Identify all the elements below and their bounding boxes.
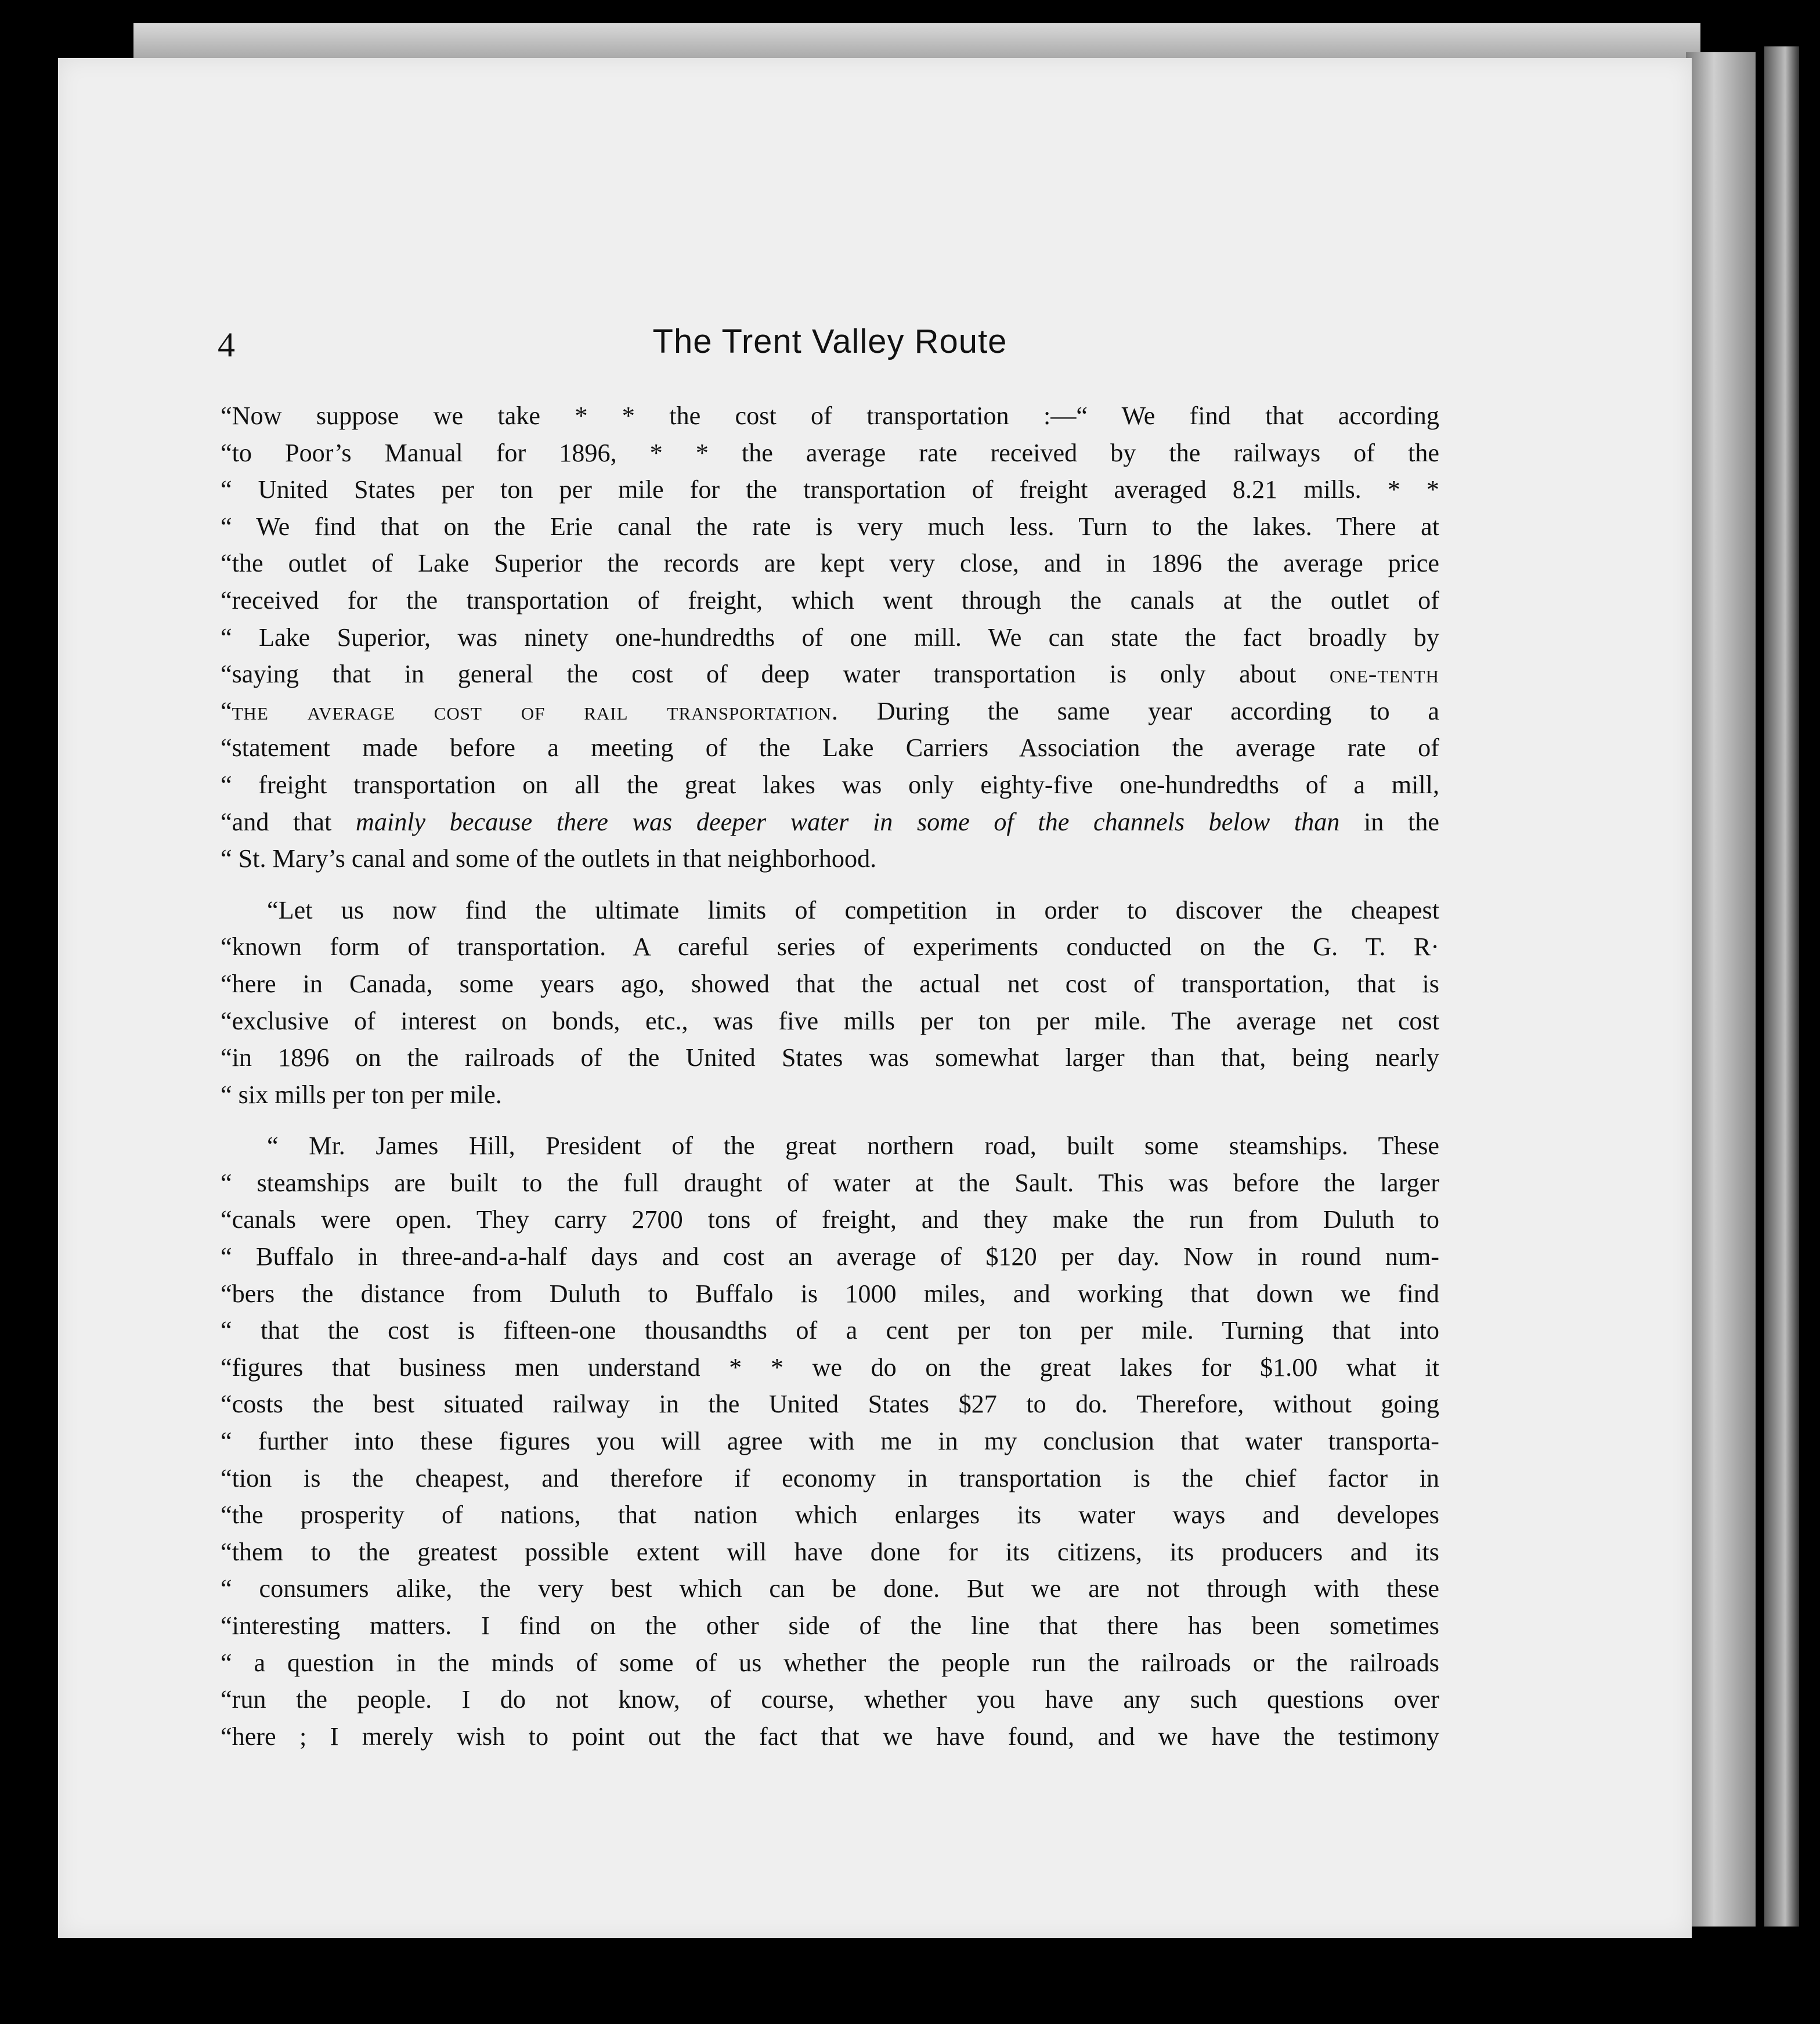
paragraph [221,1127,1439,1755]
text-line: “figures that business men understand * * we do on the great lakes for $1.00 what it [221,1353,1439,1382]
text-line: “ Mr. James Hill, President of the great northern road, built some steamships. These [267,1132,1439,1161]
page-number: 4 [218,326,235,364]
text-line: “the outlet of Lake Superior the records are kept very close, and in 1896 the average price [221,549,1439,578]
text-line: “tion is the cheapest, and therefore if economy in transportation is the chief factor in [221,1463,1439,1492]
text-line: “ further into these figures you will agree with me in my conclusion that water transporta- [221,1427,1439,1456]
text-line: “ Lake Superior, was ninety one-hundredths of one mill. We can state the fact broadly by [221,623,1439,652]
text-line: “ St. Mary’s canal and some of the outlets in that neighborhood. [221,844,877,873]
text-line: “statement made before a meeting of the Lake Carriers Association the average rate of [221,733,1439,762]
page-edge-right-outer [1764,46,1799,1927]
text-line: “ United States per ton per mile for the transportation of freight averaged 8.21 mills. * * [221,475,1439,504]
text-line: “Let us now find the ultimate limits of competition in order to discover the cheapest [267,895,1439,924]
text-line: “canals were open. They carry 2700 tons of freight, and they make the run from Duluth to [221,1205,1439,1234]
text-line: “received for the transportation of freight, which went through the canals at the outlet of [221,585,1439,615]
body-text [221,397,1439,1769]
text-line: “exclusive of interest on bonds, etc., was five mills per ton per mile. The average net cost [221,1006,1439,1035]
text-line: “in 1896 on the railroads of the United States was somewhat larger than that, being nearly [221,1043,1439,1072]
text-line: “costs the best situated railway in the United States $27 to do. Therefore, without going [221,1390,1439,1419]
text-line: “here in Canada, some years ago, showed that the actual net cost of transportation, that is [221,969,1439,998]
text-line: “them to the greatest possible extent will have done for its citizens, its producers and its [221,1537,1439,1566]
text-line: “ consumers alike, the very best which can be done. But we are not through with these [221,1574,1439,1603]
paragraph [221,892,1439,1114]
text-line: “run the people. I do not know, of course, whether you have any such questions over [221,1685,1439,1714]
text-line: “known form of transportation. A careful series of experiments conducted on the G. T. R· [221,933,1439,962]
text-line: “interesting matters. I find on the other side of the line that there has been sometimes [221,1611,1439,1640]
text-line: “ We find that on the Erie canal the rate is very much less. Turn to the lakes. There at [221,512,1439,541]
paragraph [221,397,1439,877]
text-line: “ Buffalo in three-and-a-half days and cost an average of $120 per day. Now in round num- [221,1242,1439,1271]
text-line: “ steamships are built to the full draught of water at the Sault. This was before the larger [221,1168,1439,1197]
text-line: “to Poor’s Manual for 1896, * * the average rate received by the railways of the [221,438,1439,467]
text-line: “the average cost of rail transportation. During the same year according to a [221,696,1439,725]
running-title: The Trent Valley Route [652,323,1008,360]
text-line: “here ; I merely wish to point out the fact that we have found, and we have the testimony [221,1722,1439,1751]
text-line: “the prosperity of nations, that nation which enlarges its water ways and developes [221,1501,1439,1530]
text-line: “ that the cost is fifteen-one thousandths of a cent per ton per mile. Turning that into [221,1316,1439,1345]
page-edge-right [1686,52,1756,1927]
text-line: “ six mills per ton per mile. [221,1080,502,1109]
text-line: “and that mainly because there was deeper water in some of the channels below than in the [221,807,1439,836]
text-line: “ freight transportation on all the great lakes was only eighty-five one-hundredths of a mill, [221,770,1439,799]
text-line: “Now suppose we take * * the cost of transportation :—“ We find that according [221,402,1439,430]
text-line: “bers the distance from Duluth to Buffalo is 1000 miles, and working that down we find [221,1279,1439,1308]
text-line: “ a question in the minds of some of us whether the people run the railroads or the railroads [221,1648,1439,1677]
text-line: “saying that in general the cost of deep water transportation is only about one-tenth [221,660,1439,689]
